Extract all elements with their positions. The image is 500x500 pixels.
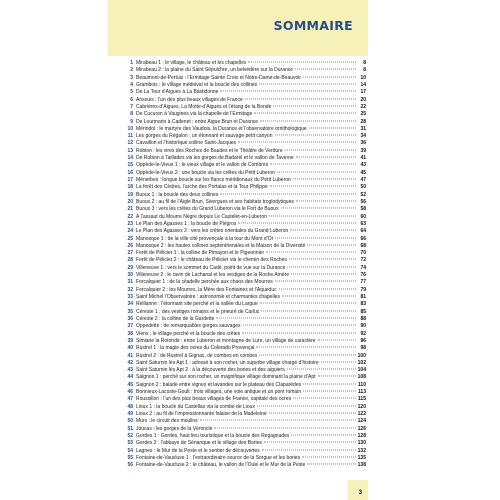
toc-entry bbox=[123, 111, 366, 118]
dot-leader bbox=[307, 244, 356, 245]
dot-leader bbox=[296, 200, 356, 201]
dot-leader bbox=[248, 62, 356, 63]
toc-entry bbox=[123, 162, 366, 169]
entry-title: Villeneuve 1 : vers le sommet du Cadé, point de vue sur la Durance bbox=[136, 264, 286, 271]
entry-title: Rustrel 2 : de Rustrel à Gignac, de combes en combes bbox=[136, 352, 258, 359]
entry-number: 51 bbox=[127, 425, 133, 432]
toc-entry bbox=[123, 221, 366, 228]
toc-entry bbox=[123, 60, 366, 67]
entry-number: 45 bbox=[127, 381, 133, 388]
entry-title: Viens : le village perché et la boucle des crêtes bbox=[136, 330, 241, 337]
dot-leader bbox=[216, 317, 356, 318]
header-band bbox=[108, 0, 368, 56]
entry-page: 83 bbox=[360, 301, 366, 308]
entry-title: Oppède-le-Vieux 2 : une boucle via les crêtes du Petit Luberon bbox=[136, 169, 275, 176]
entry-number: 8 bbox=[130, 111, 133, 118]
entry-page: 124 bbox=[357, 418, 366, 425]
dot-leader bbox=[287, 369, 356, 370]
dot-leader bbox=[259, 83, 356, 84]
entry-page: 74 bbox=[360, 264, 366, 271]
dot-leader bbox=[296, 157, 356, 158]
dot-leader bbox=[285, 149, 356, 150]
entry-number: 34 bbox=[127, 301, 133, 308]
dot-leader bbox=[259, 354, 355, 355]
entry-number: 18 bbox=[127, 184, 133, 191]
dot-leader bbox=[266, 252, 356, 253]
toc-entry bbox=[123, 104, 366, 111]
entry-number: 6 bbox=[130, 96, 133, 103]
entry-page: 17 bbox=[360, 89, 366, 96]
entry-title: Grambois : le village médiéval et la boucle des collines bbox=[136, 81, 258, 88]
entry-page: 110 bbox=[357, 381, 366, 388]
entry-page: 14 bbox=[360, 81, 366, 88]
dot-leader bbox=[303, 383, 356, 384]
entry-number: 3 bbox=[130, 74, 133, 81]
entry-number: 16 bbox=[127, 169, 133, 176]
entry-number: 36 bbox=[127, 315, 133, 322]
toc-entry bbox=[123, 199, 366, 206]
entry-number: 47 bbox=[127, 396, 133, 403]
entry-title: Forcalquier 1 : de la citadelle perchée aux chaos des Mourres bbox=[136, 279, 273, 286]
page-title: SOMMAIRE bbox=[273, 18, 353, 33]
dot-leader bbox=[243, 325, 356, 326]
entry-page: 10 bbox=[360, 74, 366, 81]
dot-leader bbox=[293, 398, 356, 399]
entry-page: 60 bbox=[360, 213, 366, 220]
entry-page: 79 bbox=[360, 286, 366, 293]
entry-number: 14 bbox=[127, 155, 133, 162]
entry-number: 24 bbox=[127, 228, 133, 235]
entry-page: 92 bbox=[360, 330, 366, 337]
toc-entry bbox=[123, 294, 366, 301]
entry-number: 17 bbox=[127, 177, 133, 183]
dot-leader bbox=[275, 135, 357, 136]
entry-number: 40 bbox=[127, 345, 133, 352]
toc-entry bbox=[123, 418, 366, 425]
dot-leader bbox=[307, 464, 355, 465]
toc-entry bbox=[123, 345, 366, 352]
dot-leader bbox=[291, 274, 356, 275]
toc-entry bbox=[123, 301, 366, 308]
entry-page: 76 bbox=[360, 272, 366, 279]
dot-leader bbox=[281, 208, 356, 209]
toc-entry bbox=[123, 382, 366, 389]
toc-entry bbox=[123, 448, 366, 455]
entry-page: 50 bbox=[360, 184, 366, 191]
toc-entry bbox=[123, 250, 366, 257]
entry-title: Forêt de Pélicier 1 : la colline de Pimayon et le Pigeonnier bbox=[136, 250, 265, 257]
entry-number: 21 bbox=[127, 206, 133, 213]
toc-entry bbox=[123, 119, 366, 126]
toc-entry bbox=[123, 433, 366, 440]
entry-title: Saint Saturnin lès Apt 2 : à la découverte des bories et des aiguiers bbox=[136, 367, 285, 374]
toc-entry bbox=[123, 404, 366, 411]
entry-title: De Robion à Taillades via les gorges de Badarel et le vallon de Taverne bbox=[136, 155, 294, 162]
dot-leader bbox=[291, 434, 355, 435]
entry-title: Le Plan des Agasses 1 : la boucle de Piégros bbox=[136, 220, 237, 227]
entry-number: 42 bbox=[127, 359, 133, 366]
toc-entry bbox=[123, 309, 366, 316]
entry-page: 88 bbox=[360, 315, 366, 322]
dot-leader bbox=[290, 230, 356, 231]
entry-title: Mirabeau 1 : le village, le château et les chapelles bbox=[136, 60, 247, 66]
entry-page: 128 bbox=[357, 432, 366, 439]
entry-number: 31 bbox=[127, 279, 133, 286]
entry-number: 39 bbox=[127, 337, 133, 344]
entry-number: 44 bbox=[127, 374, 133, 381]
entry-number: 32 bbox=[127, 286, 133, 293]
entry-number: 23 bbox=[127, 220, 133, 227]
toc-entry bbox=[123, 184, 366, 191]
entry-number: 11 bbox=[127, 133, 133, 140]
dot-leader bbox=[277, 171, 356, 172]
entry-page: 135 bbox=[357, 454, 366, 461]
entry-number: 4 bbox=[130, 81, 133, 88]
entry-title: De Cucuron à Vaugines via la chapelle de l’Ermitage bbox=[136, 111, 253, 118]
entry-title: Forcalquier 2 : les Mourres, la Mère des Fontaines et l’Aqueduc bbox=[136, 286, 277, 293]
dot-leader bbox=[318, 376, 356, 377]
dot-leader bbox=[200, 420, 356, 421]
toc-entry bbox=[123, 67, 366, 74]
entry-title: Mérindol : le martyre des Vaudois, la Durance et l’observatoire ornithologique bbox=[136, 125, 307, 132]
entry-page: 25 bbox=[360, 111, 366, 118]
entry-page: 126 bbox=[357, 425, 366, 432]
entry-number: 9 bbox=[130, 118, 133, 125]
entry-number: 50 bbox=[127, 418, 133, 425]
toc-entry bbox=[123, 155, 366, 162]
entry-page: 68 bbox=[360, 242, 366, 249]
entry-number: 52 bbox=[127, 432, 133, 439]
dot-leader bbox=[282, 296, 356, 297]
toc-entry bbox=[123, 257, 366, 264]
entry-page: 8 bbox=[363, 67, 366, 74]
entry-number: 27 bbox=[127, 250, 133, 257]
entry-title: Manosque 2 : les hautes collines septentrionales et la Maison de la Diversité bbox=[136, 242, 306, 249]
entry-page: 130 bbox=[357, 440, 366, 447]
entry-page: 120 bbox=[357, 403, 366, 410]
entry-title: Buoux 1 : la boucle des deux collines bbox=[136, 191, 219, 198]
entry-page: 100 bbox=[357, 352, 366, 359]
toc-entry bbox=[123, 323, 366, 330]
entry-title: Cavaillon et l’historique colline Saint-Jacques bbox=[136, 140, 237, 147]
toc-entry bbox=[123, 140, 366, 147]
dot-leader bbox=[303, 391, 356, 392]
toc-entry bbox=[123, 148, 366, 155]
dot-leader bbox=[262, 449, 356, 450]
toc-entry bbox=[123, 426, 366, 433]
dot-leader bbox=[220, 91, 356, 92]
entry-title: Lioux 2 : au fil de l’impressionnante falaise de la Madeleine bbox=[136, 411, 267, 417]
dot-leader bbox=[275, 281, 356, 282]
dot-leader bbox=[254, 113, 356, 114]
dot-leader bbox=[279, 288, 356, 289]
dot-leader bbox=[275, 237, 356, 238]
entry-page: 104 bbox=[357, 367, 366, 374]
toc-entry bbox=[123, 214, 366, 221]
entry-title: Buoux 2 : au fil de l’Aigle Brun, Sivergues et ses habitats troglodytiques bbox=[136, 198, 294, 205]
toc-entry bbox=[123, 236, 366, 243]
toc-entry bbox=[123, 243, 366, 250]
toc-entry bbox=[123, 338, 366, 345]
toc-entry bbox=[123, 440, 366, 447]
entry-title: Oppedette : de remarquables gorges sauvages bbox=[136, 323, 241, 330]
entry-title: Manosque 1 : de la ville cité provençale à la tour du Mont d’Or bbox=[136, 235, 274, 242]
entry-page: 115 bbox=[357, 396, 366, 403]
entry-title: Cabrières-d’Aigues, La Motte-d’Aigues et l’étang de la Bonde bbox=[136, 103, 272, 110]
dot-leader bbox=[260, 120, 356, 121]
toc-entry bbox=[123, 97, 366, 104]
entry-title: Le Plan des Agasses 2 : vers les crêtes orientales du Grand Luberon bbox=[136, 228, 289, 235]
table-of-contents bbox=[123, 60, 366, 470]
dot-leader bbox=[264, 442, 356, 443]
toc-entry bbox=[123, 75, 366, 82]
entry-number: 22 bbox=[127, 213, 133, 220]
entry-page: 22 bbox=[360, 103, 366, 110]
entry-page: 132 bbox=[357, 447, 366, 454]
entry-title: Gordes 1 : Gordes, haut lieu touristique et la boucle des Regagnades bbox=[136, 432, 290, 439]
entry-title: Saint Michel l’Observatoire : astronomie et charmantes chapelles bbox=[136, 294, 280, 300]
entry-number: 54 bbox=[127, 447, 133, 454]
entry-page: 63 bbox=[360, 220, 366, 227]
entry-number: 26 bbox=[127, 242, 133, 249]
entry-number: 29 bbox=[127, 264, 133, 271]
dot-leader bbox=[269, 413, 356, 414]
entry-title: Roussillon : l’un des plus beaux villages de France, capitale des ocres bbox=[136, 396, 292, 403]
book-page bbox=[108, 0, 368, 500]
entry-number: 56 bbox=[127, 462, 133, 469]
entry-title: Murs : le circuit des moulins bbox=[136, 418, 198, 425]
entry-title: Ansouis : l’un des plus beaux villages de France bbox=[136, 96, 243, 103]
entry-page: 98 bbox=[360, 345, 366, 352]
entry-title: Joucas : les gorges de la Véroncle bbox=[136, 425, 213, 432]
entry-number: 49 bbox=[127, 411, 133, 417]
toc-entry bbox=[123, 265, 366, 272]
toc-entry bbox=[123, 374, 366, 381]
dot-leader bbox=[302, 456, 355, 457]
entry-page: 45 bbox=[360, 169, 366, 176]
entry-page: 90 bbox=[360, 323, 366, 330]
toc-entry bbox=[123, 228, 366, 235]
entry-page: 28 bbox=[360, 118, 366, 125]
toc-entry bbox=[123, 411, 366, 418]
entry-title: Saignon 2 : balade entre vignes et lavandes sur le plateau des Claparèdes bbox=[136, 381, 302, 388]
entry-page: 96 bbox=[360, 337, 366, 344]
toc-entry bbox=[123, 331, 366, 338]
dot-leader bbox=[245, 98, 356, 99]
entry-title: La forêt des Cèdres, l’arche des Portalas et la Tour Philippe bbox=[136, 184, 268, 191]
entry-title: Saint Saturnin lès Apt 1 : adossé à son rocher, un superbe village chargé d’histoire bbox=[136, 359, 319, 366]
toc-entry bbox=[123, 316, 366, 323]
toc-entry bbox=[123, 192, 366, 199]
dot-leader bbox=[270, 164, 356, 165]
dot-leader bbox=[256, 347, 356, 348]
entry-title: Oppède-le-Vieux 1 : le vieux village et le vallon de Combrès bbox=[136, 162, 269, 169]
dot-leader bbox=[260, 303, 356, 304]
entry-title: Lagnes : le Mur de la Peste et le sentier de découvertes bbox=[136, 447, 260, 454]
entry-number: 43 bbox=[127, 367, 133, 374]
entry-number: 53 bbox=[127, 440, 133, 447]
entry-number: 12 bbox=[127, 140, 133, 147]
toc-entry bbox=[123, 389, 366, 396]
dot-leader bbox=[293, 179, 356, 180]
dot-leader bbox=[318, 339, 356, 340]
entry-number: 13 bbox=[127, 147, 133, 154]
entry-page: 81 bbox=[360, 294, 366, 300]
entry-page: 34 bbox=[360, 133, 366, 140]
toc-entry bbox=[123, 367, 366, 374]
entry-title: De La Tour d’Aigues à La Bastidonne bbox=[136, 89, 219, 96]
entry-page: 85 bbox=[360, 308, 366, 315]
entry-title: Bonnieux-Lacoste-Goult : trois villages, une voie antique et un pont romain bbox=[136, 389, 302, 396]
entry-page: 77 bbox=[360, 279, 366, 286]
toc-entry bbox=[123, 89, 366, 96]
dot-leader bbox=[289, 259, 356, 260]
entry-page: 41 bbox=[360, 155, 366, 162]
entry-title: Ménerbes : longue boucle sur les flancs méridionaux du Petit Luberon bbox=[136, 177, 291, 183]
entry-page: 39 bbox=[360, 147, 366, 154]
entry-title: Gordes 2 : l’abbaye de Sénanque et le village des Bories bbox=[136, 440, 262, 447]
entry-title: Céreste 1 : des vestiges romains et le prieuré de Carluc bbox=[136, 308, 260, 315]
dot-leader bbox=[270, 186, 356, 187]
dot-leader bbox=[261, 310, 356, 311]
entry-title: Fontaine-de-Vaucluse 2 : le château, le vallon de l’Oule et le Mur de la Peste bbox=[136, 462, 306, 469]
entry-title: Villeneuve 2 : le ravin de Lachanal et les vestiges de la Roche Amère bbox=[136, 272, 290, 279]
entry-title: Robion : les vires des Roches de Baudes et le Théâtre de Verdure bbox=[136, 147, 283, 154]
entry-page: 70 bbox=[360, 250, 366, 257]
entry-title: Rustrel 1 : la magie des ocres du Colorado Provençal bbox=[136, 345, 255, 352]
toc-entry bbox=[123, 360, 366, 367]
toc-entry bbox=[123, 287, 366, 294]
dot-leader bbox=[242, 332, 356, 333]
entry-number: 19 bbox=[127, 191, 133, 198]
entry-number: 25 bbox=[127, 235, 133, 242]
toc-entry bbox=[123, 82, 366, 89]
entry-page: 66 bbox=[360, 235, 366, 242]
entry-number: 15 bbox=[127, 162, 133, 169]
entry-title: Fontaine-de-Vaucluse 1 : l’extraordinaire source de la Sorgue et les bories bbox=[136, 454, 301, 461]
entry-page: 36 bbox=[360, 140, 366, 147]
dot-leader bbox=[303, 76, 356, 77]
toc-entry bbox=[123, 170, 366, 177]
entry-page: 102 bbox=[357, 359, 366, 366]
entry-number: 41 bbox=[127, 352, 133, 359]
entry-page: 31 bbox=[360, 125, 366, 132]
entry-number: 10 bbox=[127, 125, 133, 132]
entry-title: Mirabeau 2 : la plaine du Saint Sépulchre, un belvédère sur la Durance bbox=[136, 67, 294, 74]
entry-title: Saignon 1 : perché sur son rocher, un magnifique village dominant la plaine d’Apt bbox=[136, 374, 316, 381]
dot-leader bbox=[295, 69, 356, 70]
toc-entry bbox=[123, 177, 366, 184]
toc-entry bbox=[123, 462, 366, 469]
entry-title: Simiane la Rotonde : entre Luberon et montagne de Lure, un village de caractère bbox=[136, 337, 316, 344]
entry-number: 1 bbox=[130, 60, 133, 66]
dot-leader bbox=[238, 142, 356, 143]
toc-entry bbox=[123, 126, 366, 133]
entry-page: 113 bbox=[357, 389, 366, 396]
entry-page: 8 bbox=[363, 60, 366, 66]
toc-entry bbox=[123, 353, 366, 360]
dot-leader bbox=[238, 222, 356, 223]
toc-entry bbox=[123, 206, 366, 213]
entry-number: 30 bbox=[127, 272, 133, 279]
page-number: 3 bbox=[358, 490, 362, 496]
dot-leader bbox=[269, 215, 356, 216]
entry-page: 122 bbox=[357, 411, 366, 417]
toc-entry bbox=[123, 279, 366, 286]
entry-title: Les gorges du Régalon : un étonnant et sauvage petit canyon bbox=[136, 133, 273, 140]
entry-page: 108 bbox=[357, 374, 366, 381]
toc-entry bbox=[123, 272, 366, 279]
toc-entry bbox=[123, 455, 366, 462]
dot-leader bbox=[220, 193, 356, 194]
entry-number: 35 bbox=[127, 308, 133, 315]
entry-number: 48 bbox=[127, 403, 133, 410]
entry-page: 20 bbox=[360, 96, 366, 103]
toc-entry bbox=[123, 396, 366, 403]
entry-number: 28 bbox=[127, 257, 133, 264]
entry-page: 64 bbox=[360, 228, 366, 235]
entry-title: De Lourmarin à Cadenet : entre Aigue Brun et Durance bbox=[136, 118, 259, 125]
dot-leader bbox=[321, 361, 356, 362]
dot-leader bbox=[257, 405, 356, 406]
entry-page: 52 bbox=[360, 191, 366, 198]
entry-title: Forêt de Pélicier 2 : le château de Pélicier via le chemin des Roches bbox=[136, 257, 287, 264]
entry-number: 33 bbox=[127, 294, 133, 300]
entry-title: Reillanne : l’étonnant site perché et la vallée du Largue bbox=[136, 301, 258, 308]
entry-page: 43 bbox=[360, 162, 366, 169]
entry-page: 138 bbox=[357, 462, 366, 469]
entry-page: 58 bbox=[360, 206, 366, 213]
dot-leader bbox=[309, 127, 356, 128]
entry-title: À l’assaut du Mourre Nègre depuis Le Castelet-en-Luberon bbox=[136, 213, 267, 220]
entry-title: Céreste 2 : la colline de la Gardette bbox=[136, 315, 215, 322]
entry-number: 38 bbox=[127, 330, 133, 337]
entry-page: 72 bbox=[360, 257, 366, 264]
entry-number: 2 bbox=[130, 67, 133, 74]
entry-title: Buoux 3 : vers les crêtes du Grand Luberon via le Fort de Buoux bbox=[136, 206, 279, 213]
dot-leader bbox=[287, 266, 356, 267]
entry-page: 56 bbox=[360, 198, 366, 205]
entry-number: 5 bbox=[130, 89, 133, 96]
entry-page: 47 bbox=[360, 177, 366, 183]
entry-number: 7 bbox=[130, 103, 133, 110]
entry-number: 20 bbox=[127, 198, 133, 205]
dot-leader bbox=[273, 105, 356, 106]
entry-number: 37 bbox=[127, 323, 133, 330]
entry-title: Lioux 1 : la boucle du Castellas via la combe de Lioux bbox=[136, 403, 255, 410]
dot-leader bbox=[214, 427, 355, 428]
entry-number: 55 bbox=[127, 454, 133, 461]
entry-title: Beaumont-de-Pertuis : l’Ermitage Sainte Croix et Notre-Dame-de-Beauvoir bbox=[136, 74, 302, 81]
entry-number: 46 bbox=[127, 389, 133, 396]
page-number-badge bbox=[348, 480, 368, 500]
toc-entry bbox=[123, 133, 366, 140]
